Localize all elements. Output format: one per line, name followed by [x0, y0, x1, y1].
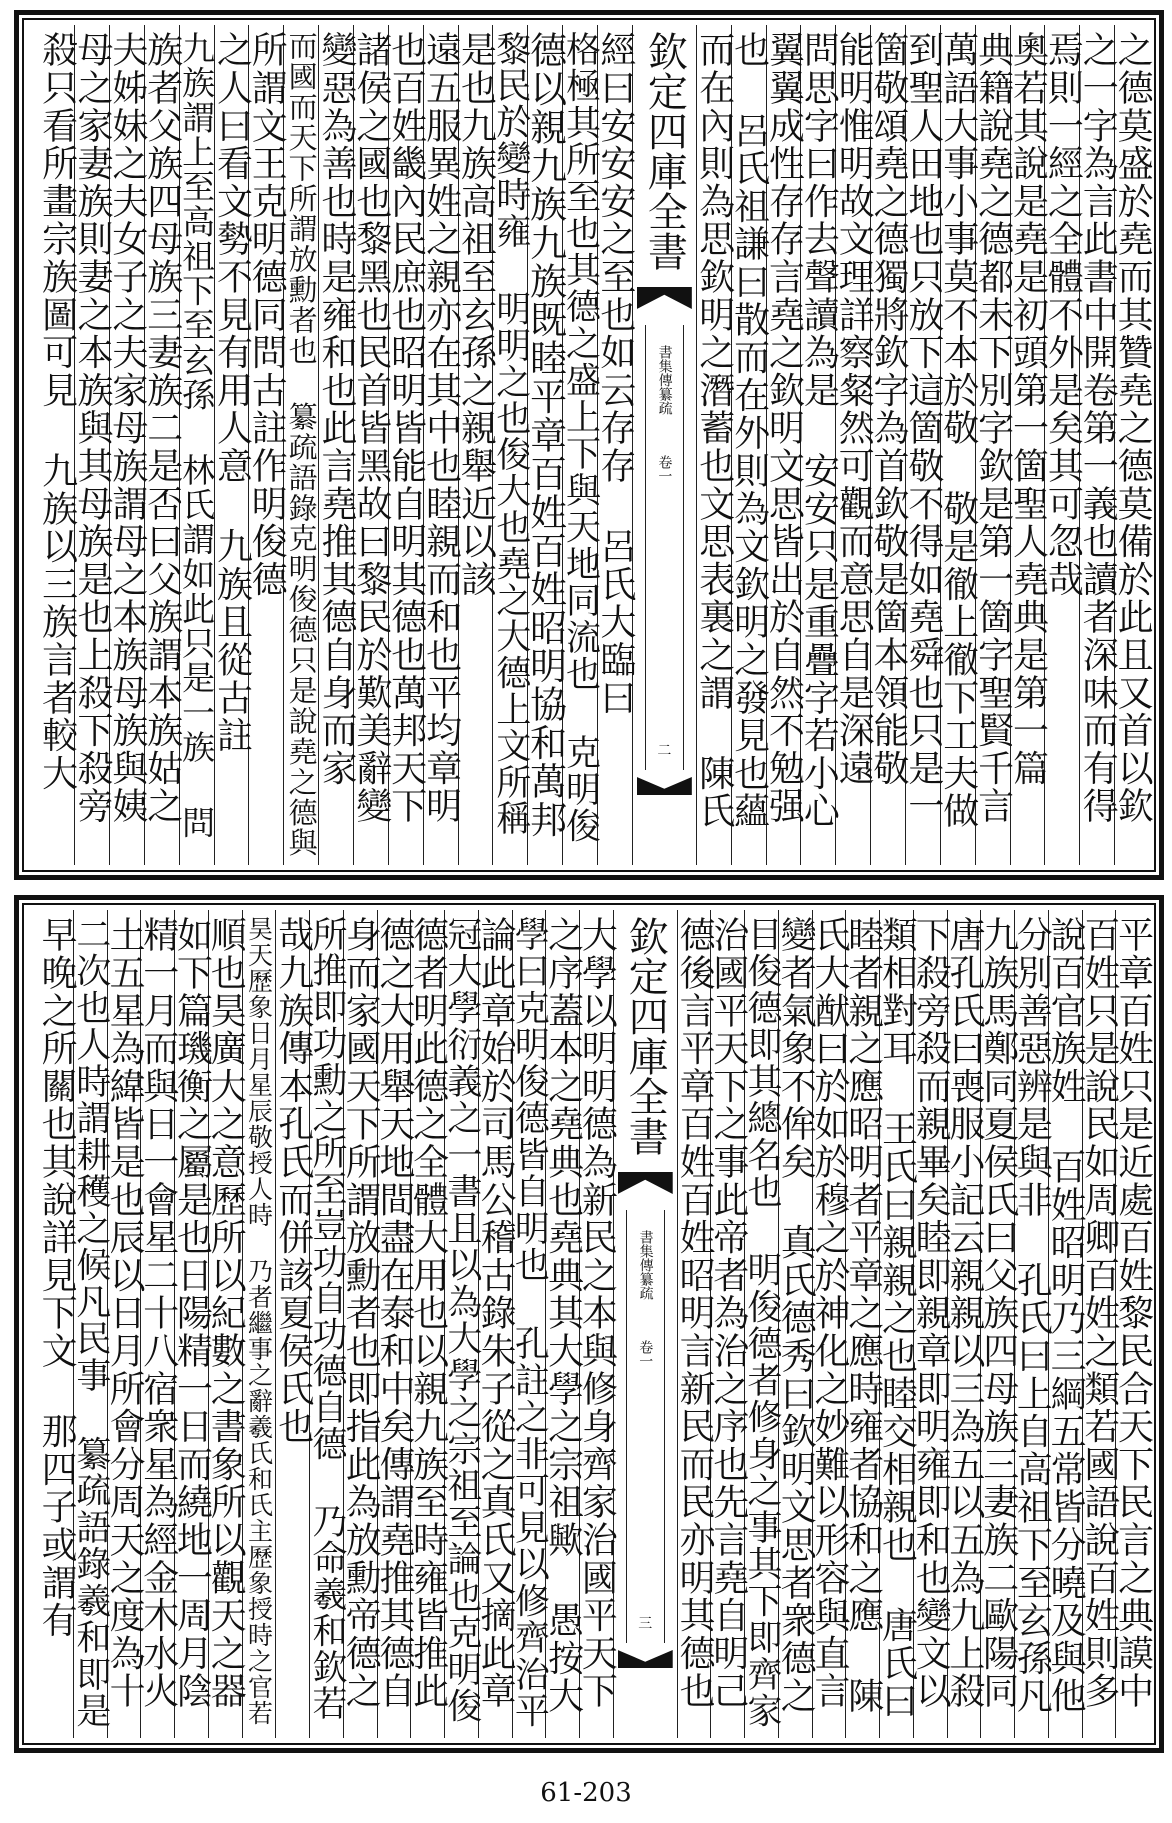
text-column [833, 25, 875, 865]
text-column [177, 25, 217, 865]
text-column [283, 25, 318, 865]
column-text: 萬語大事小事莫不本於敬 敬是徹上徹下工夫做 [937, 31, 979, 830]
text-column [340, 910, 382, 1738]
fish-tail-mark [637, 287, 692, 309]
text-column [809, 910, 851, 1738]
text-column [490, 25, 531, 865]
fish-tail-mark [618, 1172, 673, 1194]
fish-tail-mark [637, 777, 692, 795]
bottom-text-columns [29, 910, 1154, 1738]
text-column [972, 25, 1014, 865]
column-text: 也百姓畿內民庶也昭明皆能自明其德也萬邦天下 [385, 31, 427, 825]
leaf-number: 二 [657, 743, 672, 759]
text-column [542, 910, 584, 1738]
column-text: 翼翼成性存存言堯之欽明文思皆出於自然不勉强 [763, 31, 805, 825]
column-text: 變惡為善也時是雍和也此言堯推其德自身而家 [316, 31, 358, 787]
text-column [211, 25, 253, 865]
text-column [242, 910, 276, 1738]
text-column [205, 910, 247, 1738]
fish-tail-mark [618, 1650, 673, 1668]
column-text: 典籍說堯之德都未下別字欽是第一箇字聖賢千言 [972, 31, 1014, 825]
text-column [1112, 910, 1154, 1738]
column-text: 族者父族四母族三妻族二是否曰父族謂本族姑之 [141, 31, 183, 825]
text-column [141, 25, 183, 865]
column-text: 治國平天下之事此帝者為治之序也先言堯自明己 [707, 916, 749, 1710]
text-column [1112, 25, 1154, 865]
text-column [246, 25, 288, 865]
column-text: 德以親九族九族既睦平章百姓百姓昭明協和萬邦 [523, 31, 567, 840]
text-column [943, 910, 985, 1738]
volume-label: 卷一 [637, 1340, 654, 1368]
text-column [137, 910, 179, 1738]
text-column [475, 910, 517, 1738]
column-text: 昊天歷象日月星辰敬授人時 乃者繼事之辭羲氏和氏主歷象授時之官若 [244, 916, 274, 1726]
text-column [104, 910, 146, 1738]
text-column [1042, 25, 1084, 865]
column-text: 所推即功勳之所至豈功自功德自德 乃命羲和欽若 [306, 916, 347, 1722]
text-column [272, 910, 314, 1738]
center-fold-banner [613, 910, 677, 1738]
text-column [106, 25, 148, 865]
column-text: 夫姊妹之夫女子之夫家母族謂母之本族母族與姨 [106, 31, 148, 825]
text-column [385, 25, 427, 865]
column-text: 之一字為言此書中開卷第一義也讀者深味而有得 [1077, 31, 1119, 825]
text-column [455, 25, 497, 865]
text-column [1045, 910, 1087, 1738]
column-text: 說百官族姓 百姓昭明乃三綱五常皆分曉及與他 [1045, 916, 1087, 1715]
column-text: 唐孔氏曰喪服小記云親親以三為五以五為九上殺 [943, 916, 985, 1710]
text-column [977, 910, 1019, 1738]
column-text: 九族馬鄭同夏侯氏曰父族四母族三妻族二歐陽同 [977, 916, 1019, 1710]
column-text: 而在內則為思欽明之潛蓄也文思表裏之謂 陳氏 [693, 31, 735, 830]
text-column [693, 25, 735, 865]
column-text: 問思字曰作去聲讀為是 安安只是重疊字若小心 [798, 31, 840, 830]
column-text: 到聖人田地也只放下這箇敬不得如堯舜也只是一 [902, 31, 944, 825]
leaf-number: 三 [638, 1616, 653, 1632]
column-text: 土五星為緯皆是也辰以日月所會分周天之度為十 [104, 916, 146, 1710]
text-column [316, 25, 358, 865]
text-column [742, 910, 783, 1738]
text-column [70, 910, 111, 1738]
column-text: 之序蓋本之堯典也堯典其大學之宗祖歟 愚按大 [542, 916, 584, 1715]
text-column [902, 25, 944, 865]
book-subtitle: 書集傳纂疏 [637, 1230, 654, 1300]
column-text: 百姓只是說民如周卿百姓之類若國語說百姓則多 [1078, 916, 1120, 1710]
text-column [72, 25, 113, 865]
column-text: 如下篇璣衡之屬是也日陽精一日而繞地一周月陰 [171, 916, 213, 1710]
column-text: 遠五服異姓之親亦在其中也睦親而和也平均章明 [420, 31, 462, 825]
text-column [306, 910, 347, 1738]
column-text: 而國而天下所謂放勳者也 纂疏語錄克明俊德只是說堯之德與 [284, 31, 319, 859]
text-column [775, 910, 817, 1738]
column-text: 分別善惡辨是與非 孔氏曰上自高祖下至玄孫凡 [1011, 916, 1053, 1715]
text-column [523, 25, 567, 865]
text-column [420, 25, 462, 865]
column-text: 格極其所至也其德之盛上下與天地同流也 克明俊 [560, 31, 601, 845]
banner-title: 欽定四庫全書 [641, 31, 688, 271]
text-column [171, 910, 213, 1738]
volume-label: 卷一 [656, 455, 673, 483]
text-column [350, 25, 392, 865]
column-text: 也 呂氏祖謙曰散而在外則為文欽明之發見也蘊 [728, 31, 770, 830]
column-text: 大學以明明德為新民之本與修身齊家治國平天下 [576, 916, 618, 1710]
top-page-panel [14, 10, 1164, 880]
column-text: 順也昊廣大之意歷所以紀數之書象所以觀天之器 [205, 916, 247, 1710]
text-column [1077, 25, 1119, 865]
column-text: 之德莫盛於堯而其贊堯之德莫備於此且又首以欽 [1112, 31, 1154, 825]
column-text: 九族謂上至高祖下至玄孫 林氏謂如此只是一族 問 [177, 31, 217, 840]
column-text: 能明惟明故文理詳察粲然可觀而意思自是深遠 [833, 31, 875, 787]
text-column [842, 910, 884, 1738]
column-text: 二次也人時謂耕穫之候凡民事 纂疏語錄羲和即是 [70, 916, 111, 1730]
text-column [763, 25, 805, 865]
text-column [728, 25, 770, 865]
column-text: 變者氣象不侔矣 真氏德秀曰欽明文思者衆德之 [775, 916, 817, 1715]
center-fold-banner [632, 25, 696, 865]
text-column [937, 25, 979, 865]
text-column [1011, 910, 1053, 1738]
column-text: 殺只看所畫宗族圖可見 九族以三族言者較大 [36, 31, 78, 792]
top-text-columns [29, 25, 1154, 865]
bottom-page-panel [14, 895, 1164, 1753]
column-text: 目俊德即其總名也 明俊德者修身之事其下即齊家 [742, 916, 783, 1730]
text-column [373, 910, 415, 1738]
text-column [560, 25, 601, 865]
column-text: 母之家妻族則妻之本族與其母族是也上殺下殺旁 [72, 31, 113, 825]
banner-title: 欽定四庫全書 [622, 916, 669, 1156]
text-column [707, 910, 749, 1738]
column-text: 睦者親之應昭明者平章之應時雍者協和之應 陳 [842, 916, 884, 1715]
column-text: 平章百姓只是近處百姓黎民合天下民言之典謨中 [1112, 916, 1154, 1710]
text-column [1007, 25, 1049, 865]
column-text: 身而家國天下所謂放勳者也即指此為放勳帝德之 [340, 916, 382, 1710]
column-text: 德者明此德之全體大用也以親九族至時雍皆推此 [407, 916, 449, 1710]
column-text: 學曰克明俊德皆自明也 孔註之非可見以修齊治平 [509, 916, 550, 1730]
text-column [509, 910, 550, 1738]
column-text: 奧若其說是堯是初頭第一箇聖人堯典是第一篇 [1007, 31, 1049, 787]
column-text: 黎民於變時雍 明明之也俊大也堯之大德上文所稱 [490, 31, 531, 837]
text-column [36, 910, 78, 1738]
text-column [441, 910, 482, 1738]
column-text: 之人曰看文勢不見有用人意 九族且從古註 [211, 31, 253, 755]
column-text: 箇敬頌堯之德獨將欽字為首欽敬是箇本領能敬 [868, 31, 910, 787]
column-text: 焉則一經之全體不外是矣其可忽哉 [1042, 31, 1084, 598]
text-column [1078, 910, 1120, 1738]
column-text: 是也九族高祖至玄孫之親舉近以該 [455, 31, 497, 598]
column-text: 精一月而與日一會星二十八宿衆星為經金木水火 [137, 916, 179, 1710]
column-text: 類相對耳 王氏曰親親之也睦交相親也 唐氏曰 [876, 916, 918, 1720]
text-column [910, 910, 952, 1738]
text-column [798, 25, 840, 865]
page-number-footer: 61-203 [540, 1778, 632, 1808]
book-subtitle: 書集傳纂疏 [656, 345, 673, 415]
text-column [594, 25, 636, 865]
column-text: 氏大猷曰於如於穆之於神化之妙難以形容與直言 [809, 916, 851, 1710]
column-text: 下殺旁殺而親畢矣睦即親章即明雍即和也變文以 [910, 916, 952, 1710]
text-column [876, 910, 918, 1738]
column-text: 所謂文王克明德同問古註作明俊德 [246, 31, 288, 598]
column-text: 諸侯之國也黎黑也民首皆黑故曰黎民於歎美辭變 [350, 31, 392, 825]
column-text: 冠大學衍義之一書且以為大學之宗祖至論也克明俊 [441, 916, 482, 1725]
column-text: 論此章始於司馬公稽古錄朱子從之真氏又摘此章 [475, 916, 517, 1710]
text-column [674, 910, 716, 1738]
text-column [576, 910, 618, 1738]
text-column [868, 25, 910, 865]
column-text: 哉九族傳本孔氏而併該夏侯氏也 [272, 916, 314, 1446]
column-text: 早晚之所關也其說詳見下文 那四子或謂有 [36, 916, 78, 1640]
column-text: 德後言平章百姓百姓昭明言新民而民亦明其德也 [674, 916, 716, 1710]
column-text: 經曰安安安之至也如云存存 呂氏大臨曰 [594, 31, 636, 717]
column-text: 德之大用舉天地間盡在泰和中矣傳謂堯推其德自 [373, 916, 415, 1710]
text-column [36, 25, 78, 865]
text-column [407, 910, 449, 1738]
